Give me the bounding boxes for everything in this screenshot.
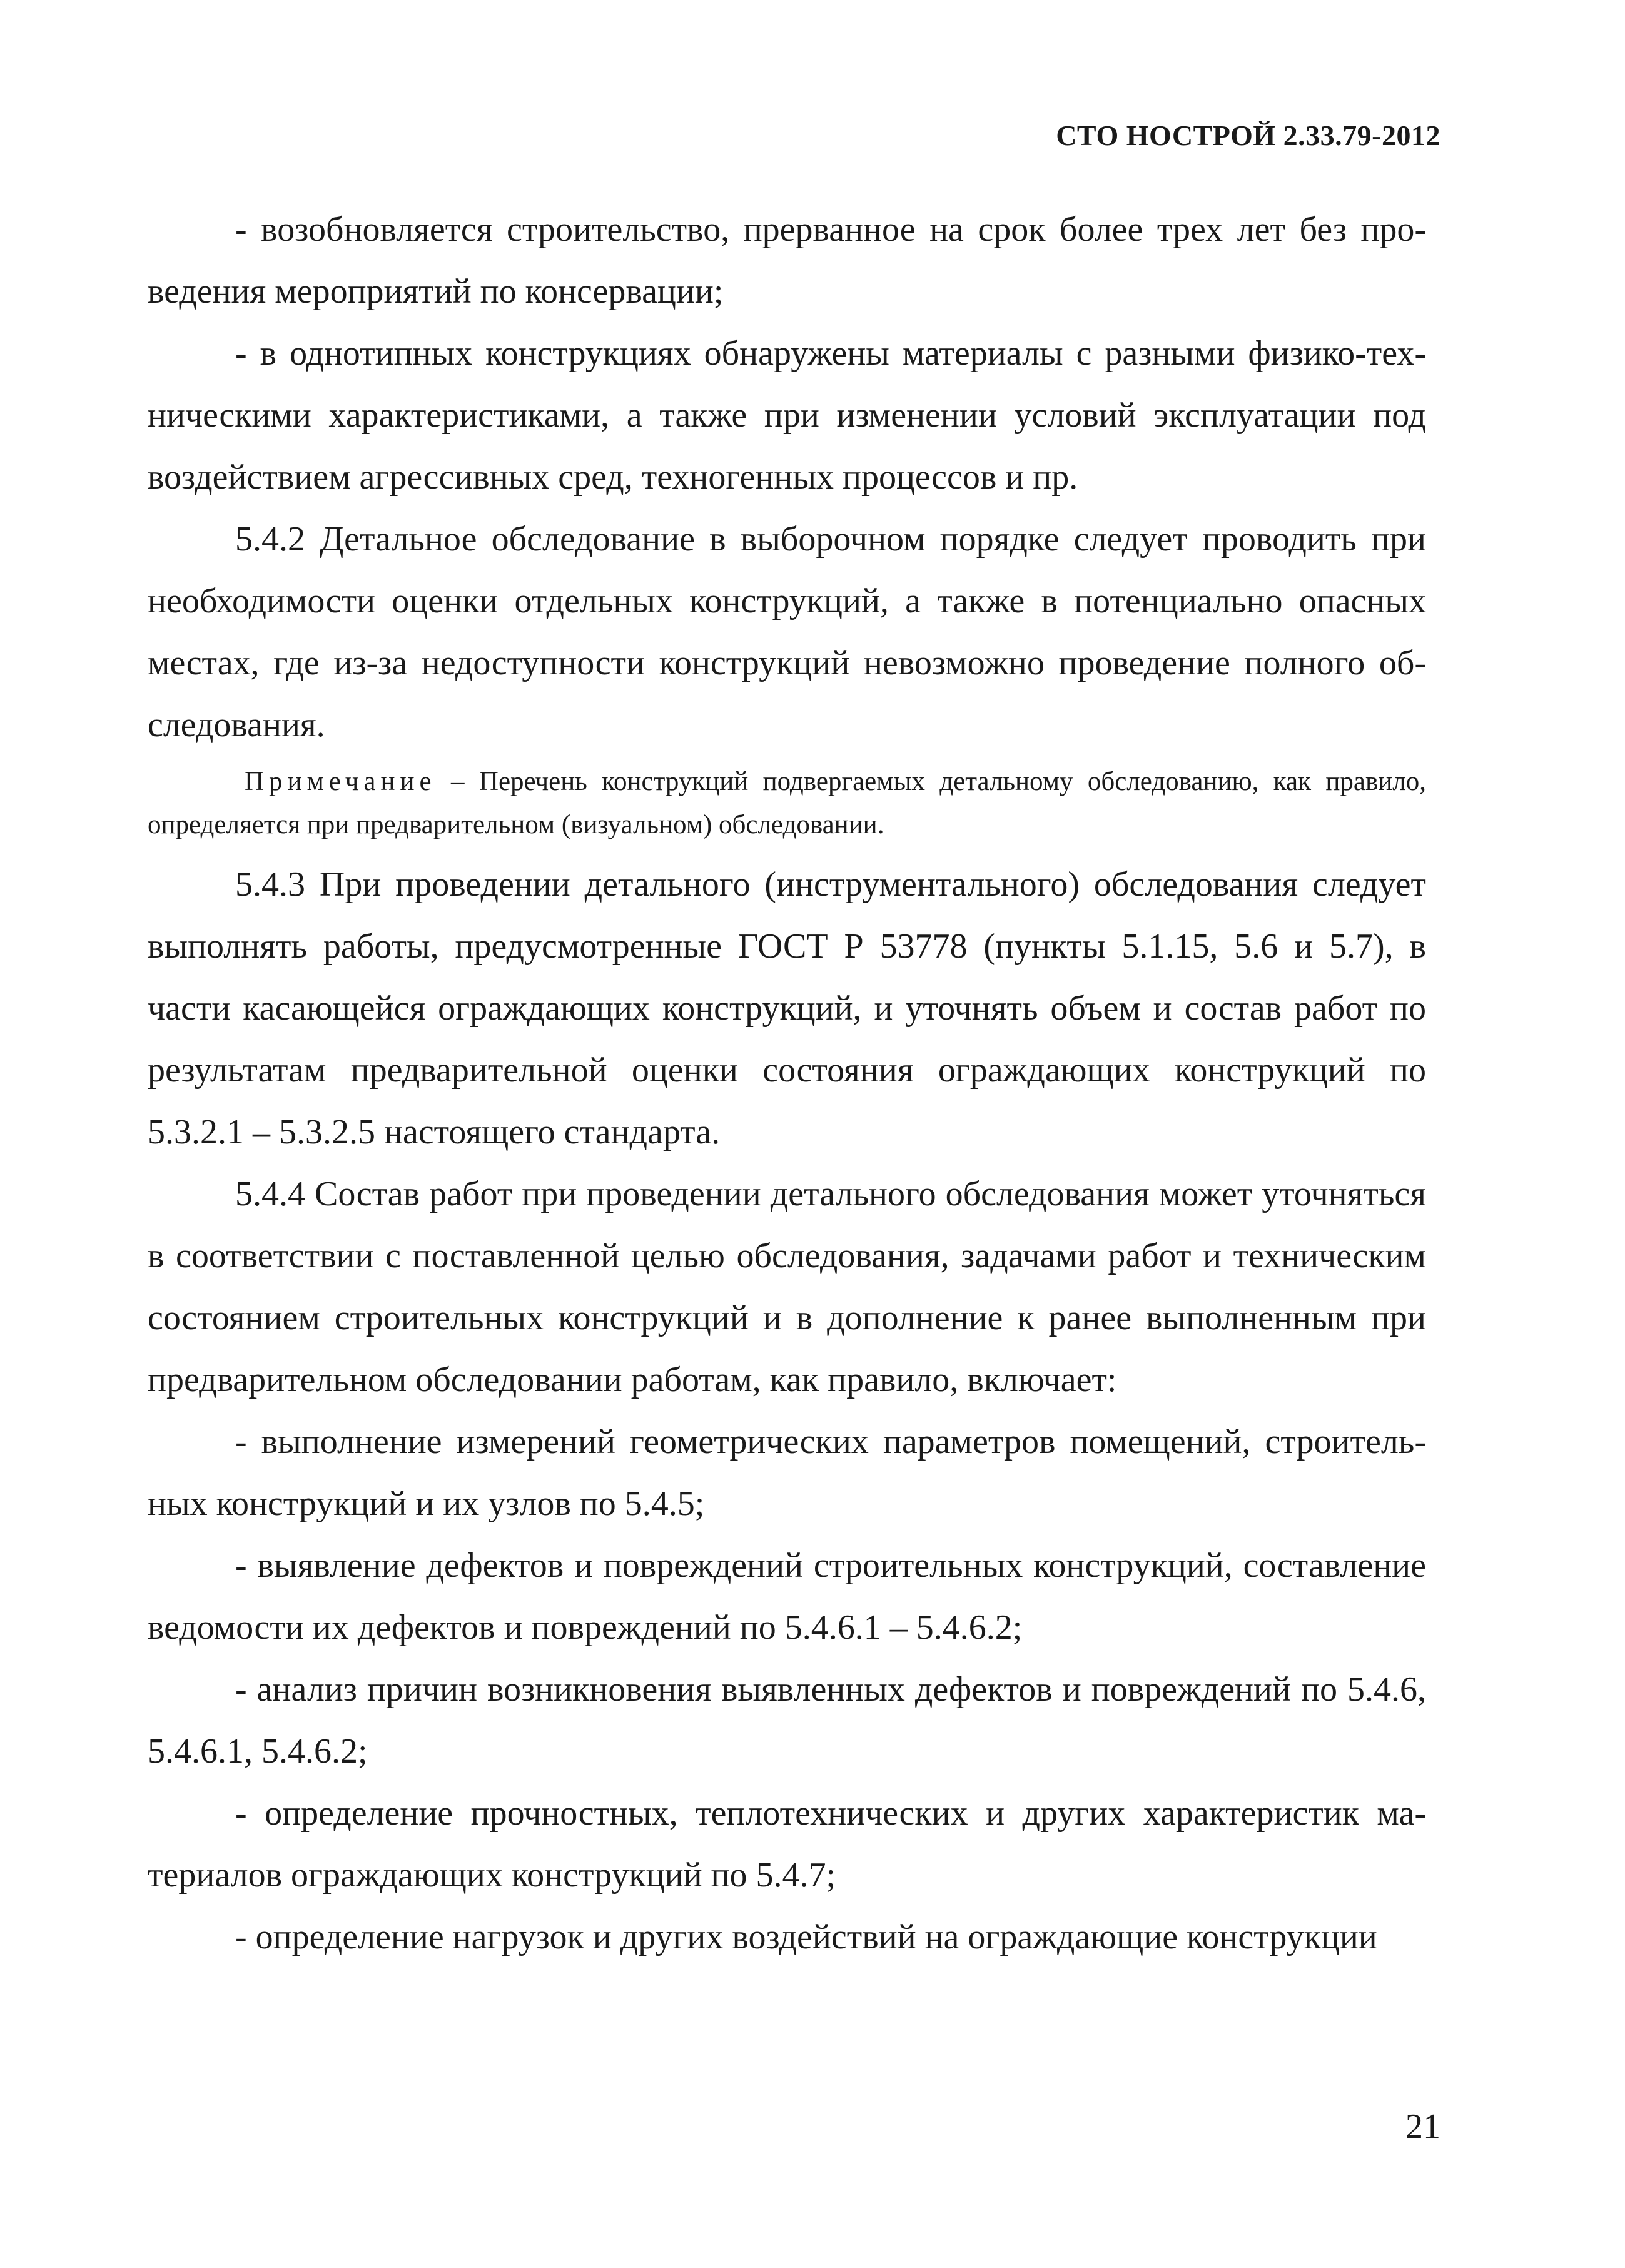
list-item: - анализ причин возникновения выявленных дефектов и повреждений по 5.4.6, 5.4.6.1, 5.4.6.2; (148, 1670, 1426, 1771)
list-item: - выявление дефектов и повреждений строительных конструкций, составление ведомости их дефектов и повреждений по 5.4.6.1 – 5.4.6.2; (148, 1546, 1426, 1647)
note-text: Перечень конструкций подвергаемых детальному обследованию, как правило, определяется при предварительном (визуальном) обследовании. (148, 767, 1426, 839)
document-body (148, 199, 1426, 1968)
list-item: - определение прочностных, теплотехнических и других характеристик материалов ограждающих конструкций по 5.4.7; (148, 1794, 1426, 1895)
paragraph: - возобновляется строительство, прерванное на срок более трех лет без проведения мероприятий по консервации; (148, 210, 1426, 311)
paragraph: 5.4.2 Детальное обследование в выборочном порядке следует проводить при необходимости оценки отдельных конструкций, а также в потенциально опасных местах, где из-за недоступности конструкций невозможно проведение полного обследования. (148, 520, 1426, 744)
note-label: Примечание (245, 767, 437, 796)
note-dash: – (436, 767, 479, 796)
paragraph: - в однотипных конструкциях обнаружены материалы с разными физико-техническими характеристиками, а также при изменении условий эксплуатации под воздействием агрессивных сред, техногенных процессов и пр. (148, 334, 1426, 497)
paragraph: 5.4.4 Состав работ при проведении детального обследования может уточняться в соответствии с поставленной целью обследования, задачами работ и техническим состоянием строительных конструкций и в дополнение к ранее выполненным при предварительном обследовании работам, как правило, включает: (148, 1175, 1426, 1399)
list-item: - определение нагрузок и других воздействий на ограждающие конструкции (235, 1918, 1377, 1957)
list-item: - выполнение измерений геометрических параметров помещений, строительных конструкций и их узлов по 5.4.5; (148, 1422, 1426, 1523)
document-code-header: СТО НОСТРОЙ 2.33.79-2012 (1056, 119, 1440, 151)
paragraph: 5.4.3 При проведении детального (инструментального) обследования следует выполнять работы, предусмотренные ГОСТ Р 53778 (пункты 5.1.15, 5.6 и 5.7), в части касающейся ограждающих конструкций, и уточнять объем и состав работ по результатам предварительной оценки состояния ограждающих конструкций по 5.3.2.1 – 5.3.2.5 настоящего стандарта. (148, 865, 1426, 1152)
page-number: 21 (1405, 2107, 1440, 2146)
note (148, 760, 1426, 846)
